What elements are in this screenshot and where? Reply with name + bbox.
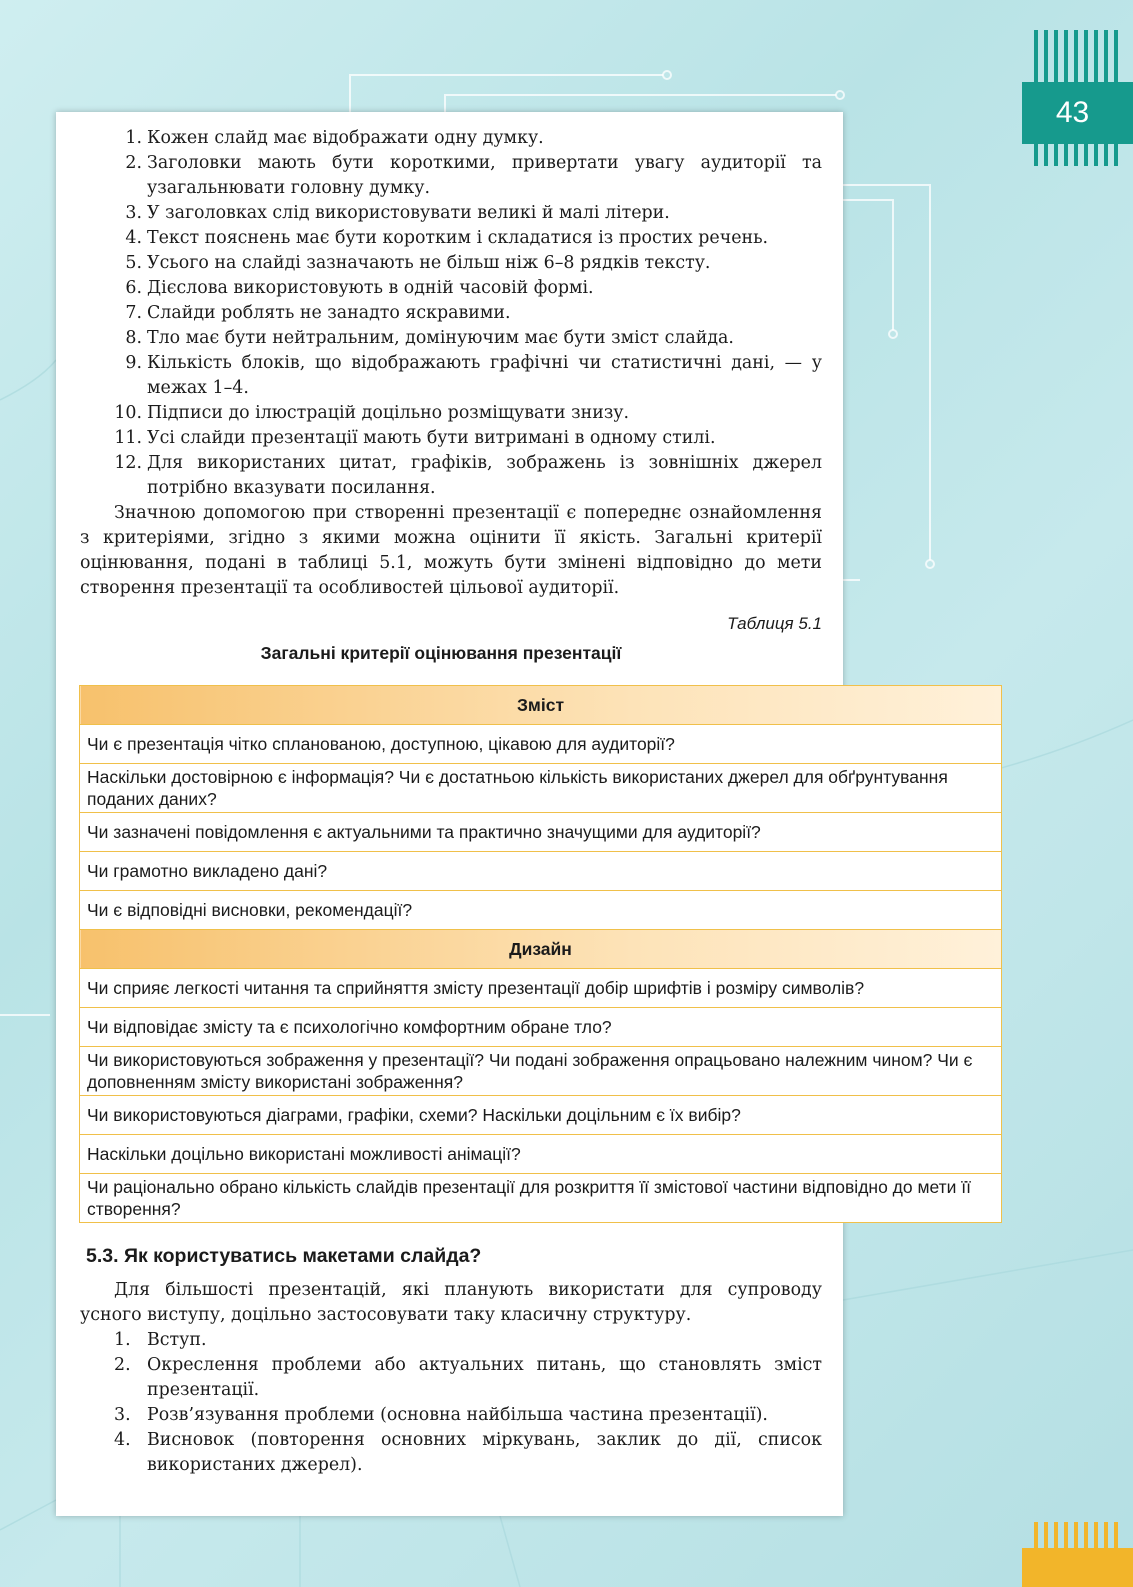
section-content [80,1278,822,1478]
list-item: 2. Окреслення проблеми або актуальних питань, що становлять зміст презентації. [114,1355,822,1400]
structure-list [80,1328,822,1478]
corner-teeth-decoration [1034,1522,1124,1548]
list-item: 2. Заголовки мають бути короткими, привертати увагу аудиторії та узагальнювати головну думку. [125,153,822,198]
page-content [80,126,822,665]
table-row: Чи є презентація чітко спланованою, доступною, цікавою для аудиторії? [80,725,1002,764]
table-row: Наскільки достовірною є інформація? Чи є достатньою кількість використаних джерел для обґрунтування поданих даних? [80,764,1002,813]
intro-paragraph: Значною допомогою при створенні презентації є попереднє ознайомлення з критеріями, згідно з якими можна оцінити її якість. Загальні критерії оцінювання, подані в таблиці 5.1, можуть бути змінені відповідно до мети створення презентації та особливостей цільової аудиторії. [80,503,822,598]
list-item: 10. Підписи до ілюстрацій доцільно розміщувати знизу. [114,403,630,423]
section-paragraph: Для більшості презентацій, які планують використати для супроводу усного виступу, доцільно застосовувати таку класичну структуру. [80,1280,822,1325]
table-row: Чи відповідає змісту та є психологічно комфортним обране тло? [80,1008,1002,1047]
list-item: 8. Тло має бути нейтральним, домінуючим має бути зміст слайда. [125,328,734,348]
list-item: 3. У заголовках слід використовувати великі й малі літери. [125,203,670,223]
section-label-content: Зміст [80,686,1002,725]
table-caption: Таблиця 5.1 [727,614,822,633]
table-row: Чи використовуються зображення у презентації? Чи подані зображення опрацьовано належним чином? Чи є доповненням змісту використані зображення? [80,1047,1002,1096]
list-item: 11. Усі слайди презентації мають бути витримані в одному стилі. [114,428,716,448]
list-item: 1. Вступ. [114,1330,207,1350]
table-title: Загальні критерії оцінювання презентації [260,643,622,663]
list-item: 7. Слайди роблять не занадто яскравими. [125,303,511,323]
table-section-header [80,930,1002,969]
rules-list [80,126,822,501]
table-row: Чи грамотно викладено дані? [80,852,1002,891]
section-heading: 5.3. Як користуватись макетами слайда? [86,1245,482,1267]
list-item: 1. Кожен слайд має відображати одну думку. [125,128,544,148]
criteria-table [79,685,1002,1223]
table-row: Чи сприяє легкості читання та сприйняття змісту презентації добір шрифтів і розміру символів? [80,969,1002,1008]
list-item: 3. Розв’язування проблеми (основна найбільша частина презентації). [114,1405,768,1425]
table-row: Чи раціонально обрано кількість слайдів презентації для розкриття її змістової частини відповідно до мети її створення? [80,1174,1002,1223]
list-item: 6. Дієслова використовують в одній часовій формі. [125,278,594,298]
table-section-header [80,686,1002,725]
page-tab-teeth-bottom [1034,144,1124,166]
table-row: Чи використовуються діаграми, графіки, схеми? Наскільки доцільним є їх вибір? [80,1096,1002,1135]
section-label-design: Дизайн [80,930,1002,969]
list-item: 5. Усього на слайді зазначають не більш ніж 6–8 рядків тексту. [125,253,711,273]
list-item: 4. Текст пояснень має бути коротким і складатися із простих речень. [125,228,769,248]
page-tab-teeth-top [1034,30,1124,82]
list-item: 9. Кількість блоків, що відображають графічні чи статистичні дані, — у межах 1–4. [125,353,822,398]
list-item: 12. Для використаних цитат, графіків, зображень із зовнішніх джерел потрібно вказувати посилання. [114,453,822,498]
table-row: Чи зазначені повідомлення є актуальними та практично значущими для аудиторії? [80,813,1002,852]
page-number: 43 [1022,82,1133,144]
corner-block-decoration [1022,1548,1133,1587]
table-row: Чи є відповідні висновки, рекомендації? [80,891,1002,930]
list-item: 4. Висновок (повторення основних міркувань, заклик до дії, список використаних джерел). [114,1430,822,1475]
table-row: Наскільки доцільно використані можливості анімації? [80,1135,1002,1174]
